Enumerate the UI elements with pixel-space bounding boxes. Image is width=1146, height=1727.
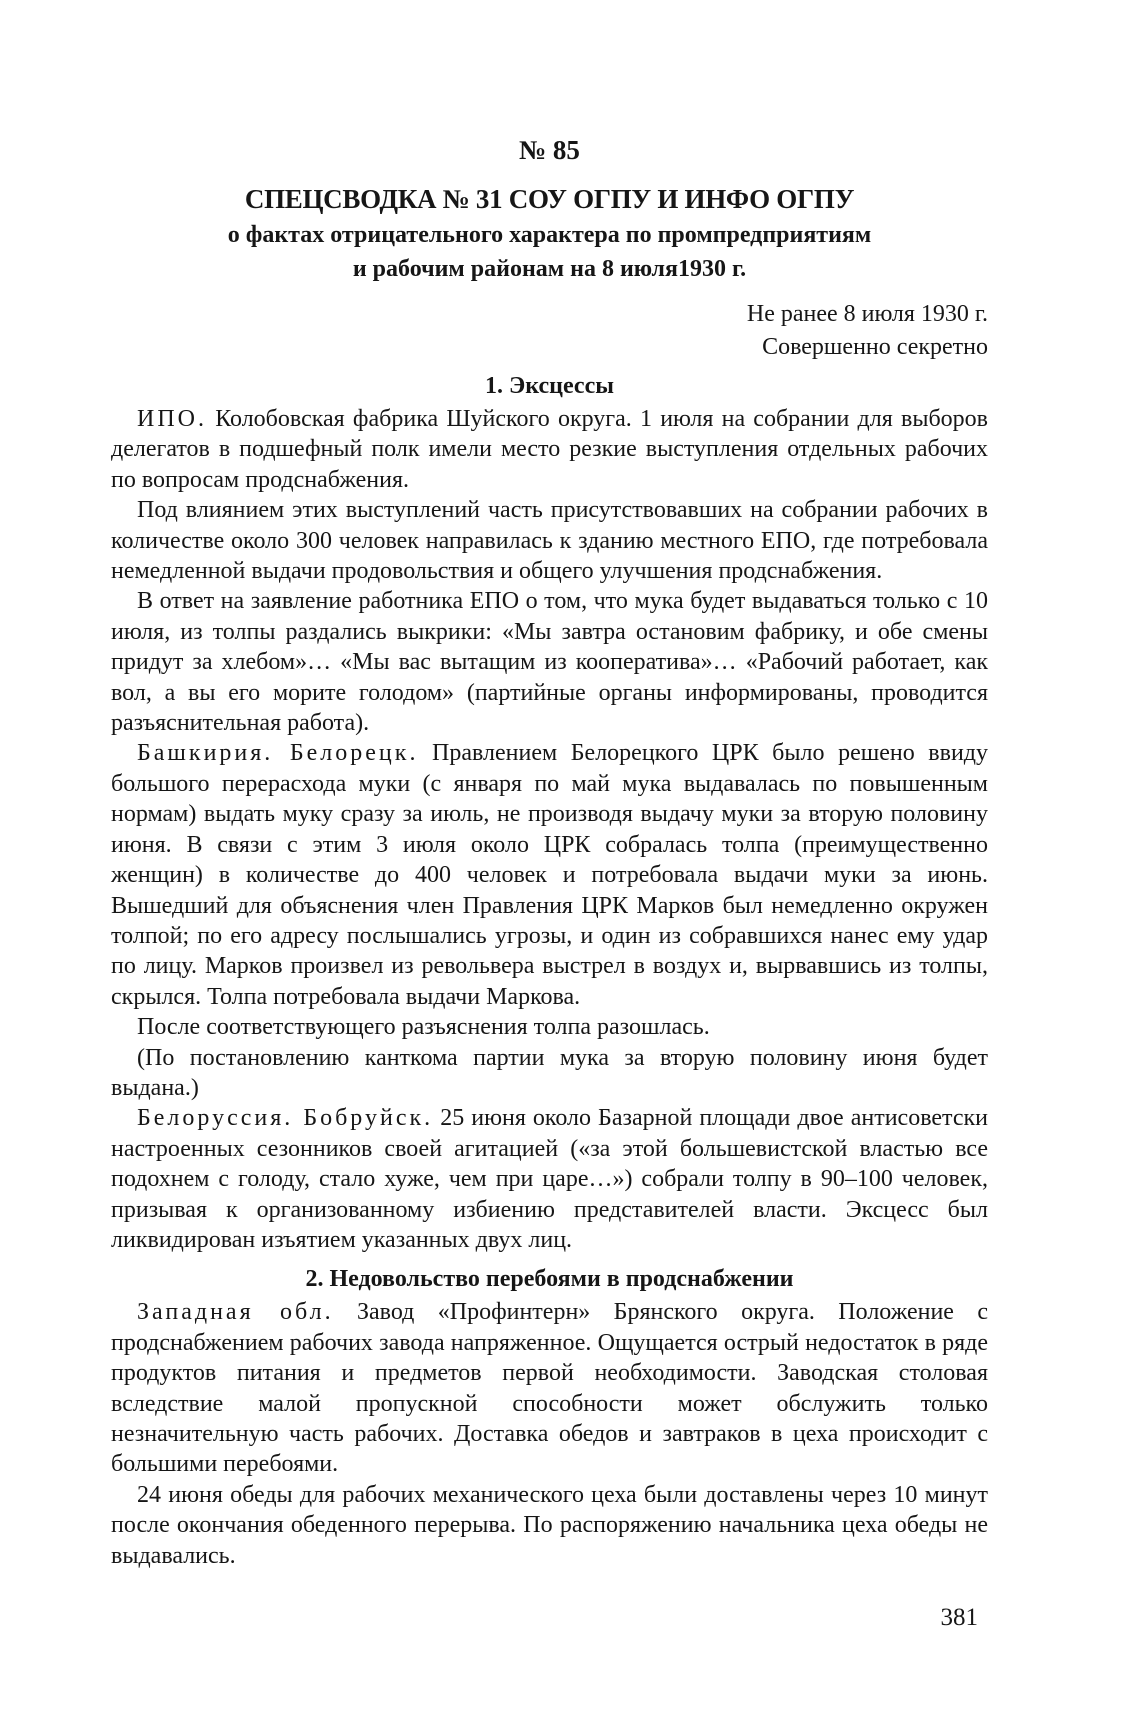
region-name: ИПО. bbox=[137, 406, 207, 432]
classification-label: Совершенно секретно bbox=[762, 334, 988, 360]
section-heading-excesses: 1. Эксцессы bbox=[485, 373, 614, 399]
document-body bbox=[111, 132, 988, 1571]
paragraph: Под влиянием этих выступлений часть присутствовавших на собрании рабочих в количестве около 300 человек направилась к зданию местного ЕПО, где потребовала немедленной выдачи продовольствия и общего улучшения продснабжения. bbox=[111, 497, 988, 585]
page-number: 381 bbox=[940, 1604, 978, 1631]
document-subtitle-line-1: о фактах отрицательного характера по промпредприятиям bbox=[227, 222, 872, 248]
paragraph bbox=[111, 1103, 988, 1255]
paragraph bbox=[111, 404, 988, 495]
document-subtitle-line-2: и рабочим районам на 8 июля1930 г. bbox=[352, 256, 747, 282]
region-name: Белоруссия. Бобруйск. bbox=[137, 1105, 434, 1132]
document-title: СПЕЦСВОДКА № 31 СОУ ОГПУ И ИНФО ОГПУ bbox=[244, 184, 855, 214]
region-name: Западная обл. bbox=[137, 1299, 334, 1326]
paragraph-text: Завод «Профинтерн» Брянского округа. Положение с продснабжением рабочих завода напряженное. Ощущается острый недостаток в ряде продуктов питания и предметов первой необходимости. Заводская столовая вследствие малой пропускной способности может обслужить только незначительную часть рабочих. Доставка обедов и завтраков в цеха происходит с большими перебоями. bbox=[111, 1299, 988, 1478]
paragraph: 24 июня обеды для рабочих механического цеха были доставлены через 10 минут после окончания обеденного перерыва. По распоряжению начальника цеха обеды не выдавались. bbox=[111, 1481, 988, 1569]
paragraph-text: Правлением Белорецкого ЦРК было решено ввиду большого перерасхода муки (с января по май мука выдавалась по повышенным нормам) выдать муку сразу за июль, не производя выдачу муки за вторую половину июня. В связи с этим 3 июля около ЦРК собралась толпа (преимущественно женщин) в количестве до 400 человек и потребовала выдачи муки за июнь. Вышедший для объяснения член Правления ЦРК Марков был немедленно окружен толпой; по его адресу послышались угрозы, и один из собравшихся нанес ему удар по лицу. Марков произвел из револьвера выстрел в воздух и, вырвавшись из толпы, скрылся. Толпа потребовала выдачи Маркова. bbox=[111, 740, 988, 1010]
section-heading-supply-disruptions: 2. Недовольство перебоями в продснабжении bbox=[305, 1266, 794, 1293]
paragraph bbox=[111, 738, 988, 1012]
paragraph-text: Колобовская фабрика Шуйского округа. 1 июля на собрании для выборов делегатов в подшефный полк имели место резкие выступления отдельных рабочих по вопросам продснабжения. bbox=[111, 406, 988, 493]
paragraph: После соответствующего разъяснения толпа разошлась. bbox=[137, 1014, 710, 1041]
paragraph: В ответ на заявление работника ЕПО о том, что мука будет выдаваться только с 10 июля, из толпы раздались выкрики: «Мы завтра остановим фабрику, и обе смены придут за хлебом»… «Мы вас вытащим из кооператива»… «Рабочий работает, как вол, а вы его морите голодом» (партийные органы информированы, проводится разъяснительная работа). bbox=[111, 588, 988, 737]
paragraph bbox=[111, 1297, 988, 1479]
document-number: № 85 bbox=[519, 135, 580, 165]
date-note: Не ранее 8 июля 1930 г. bbox=[746, 301, 988, 327]
paragraph-text: 25 июня около Базарной площади двое антисоветски настроенных сезонников своей агитацией («за этой большевистской властью все подохнем с голоду, стало хуже, чем при царе…») собрали толпу в 90–100 человек, призывая к организованному избиению представителей власти. Эксцесс был ликвидирован изъятием указанных двух лиц. bbox=[111, 1105, 988, 1253]
paragraph: (По постановлению канткома партии мука за вторую половину июня будет выдана.) bbox=[111, 1044, 988, 1101]
region-name: Башкирия. Белорецк. bbox=[137, 740, 419, 767]
